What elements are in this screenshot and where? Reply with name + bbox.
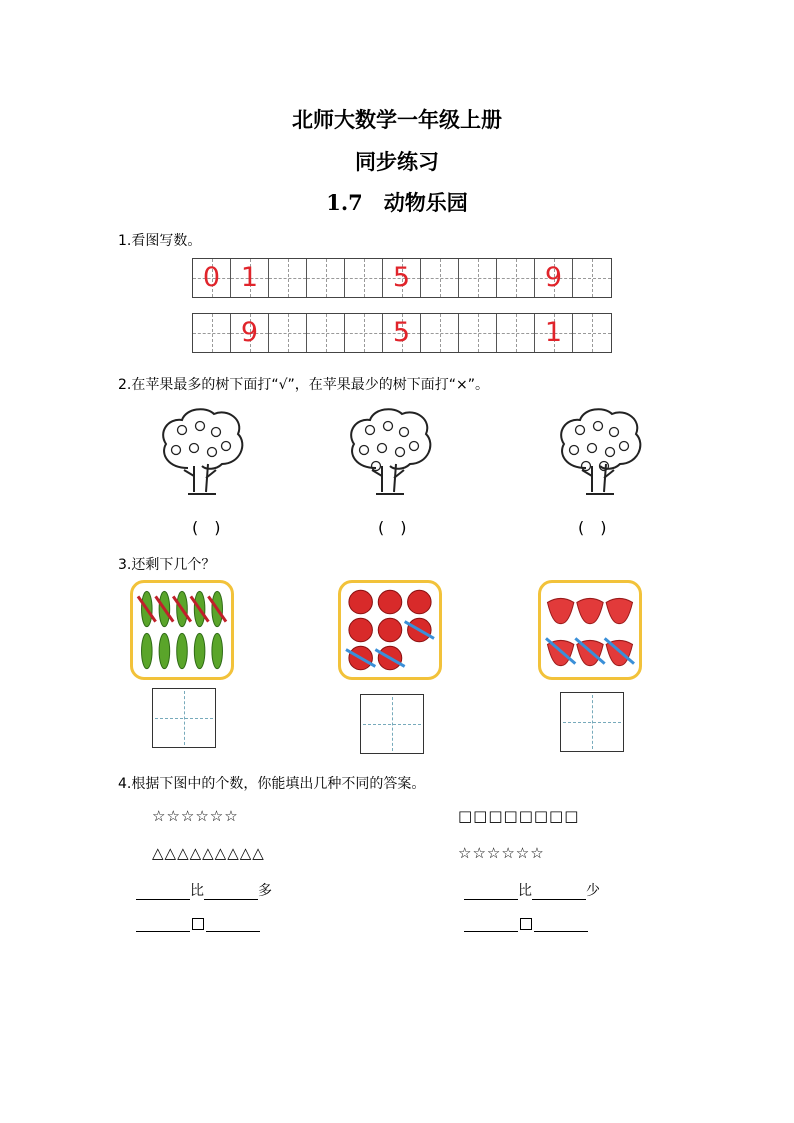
answer-blank[interactable] — [532, 885, 586, 900]
question-1-text: 1.看图写数。 — [118, 233, 202, 249]
grid-cell[interactable] — [345, 259, 383, 297]
answer-blank[interactable] — [464, 917, 518, 932]
given-digit: 5 — [392, 262, 411, 293]
grid-cell — [193, 259, 231, 297]
given-digit: 1 — [544, 317, 563, 348]
left-compare-line — [136, 880, 272, 900]
left-stars-row: ☆☆☆☆☆☆ — [152, 807, 239, 825]
grid-cell — [383, 259, 421, 297]
apple-mark — [582, 462, 591, 471]
apple-picture-frame — [338, 580, 442, 680]
answer-box[interactable] — [152, 688, 216, 748]
page-subtitle: 同步练习 — [355, 149, 439, 174]
answer-blank[interactable] — [136, 917, 190, 932]
grid-cell[interactable] — [421, 314, 459, 352]
compare-word: 比 — [190, 883, 204, 899]
grid-cell[interactable] — [421, 259, 459, 297]
answer-blank[interactable] — [464, 885, 518, 900]
apple-item — [349, 618, 373, 642]
grid-cell — [535, 314, 573, 352]
cucumber-item — [212, 633, 223, 668]
strawberry-item — [577, 598, 603, 623]
apple-mark — [594, 422, 603, 431]
grid-cell — [231, 314, 269, 352]
answer-parentheses[interactable]: ( ) — [378, 518, 407, 537]
answer-blank[interactable] — [136, 885, 190, 900]
apple-mark — [366, 426, 375, 435]
operator-box[interactable] — [192, 918, 204, 930]
apple-mark — [196, 422, 205, 431]
apple-item — [378, 590, 402, 614]
given-digit: 9 — [240, 317, 259, 348]
grid-cell[interactable] — [193, 314, 231, 352]
question-2-text: 2.在苹果最多的树下面打“√”，在苹果最少的树下面打“×”。 — [118, 377, 490, 393]
answer-blank[interactable] — [206, 917, 260, 932]
apple-mark — [576, 426, 585, 435]
grid-cell[interactable] — [269, 314, 307, 352]
right-stars-row: ☆☆☆☆☆☆ — [458, 844, 545, 862]
given-digit: 1 — [240, 262, 259, 293]
apple-mark — [172, 446, 181, 455]
answer-blank[interactable] — [534, 917, 588, 932]
grid-cell[interactable] — [345, 314, 383, 352]
lesson-title: 1.7 动物乐园 — [326, 190, 468, 215]
compare-end: 少 — [586, 883, 600, 899]
answer-blank[interactable] — [204, 885, 258, 900]
apple-item — [349, 590, 373, 614]
number-grid-row-2 — [192, 313, 612, 353]
answer-box[interactable] — [560, 692, 624, 752]
given-digit: 0 — [202, 262, 221, 293]
apple-item — [378, 618, 402, 642]
strawberry-item — [547, 598, 573, 623]
cucumber-item — [142, 633, 153, 668]
apple-mark — [400, 428, 409, 437]
strawberry-picture-frame — [538, 580, 642, 680]
given-digit: 9 — [544, 262, 563, 293]
apple-item — [408, 590, 432, 614]
grid-cell — [231, 259, 269, 297]
grid-cell[interactable] — [573, 259, 611, 297]
answer-box[interactable] — [360, 694, 424, 754]
apple-mark — [384, 422, 393, 431]
right-squares-row: □□□□□□□□ — [458, 807, 580, 825]
grid-cell[interactable] — [307, 314, 345, 352]
answer-parentheses[interactable]: ( ) — [578, 518, 607, 537]
apple-tree — [346, 406, 436, 498]
apple-tree — [556, 406, 646, 498]
grid-cell[interactable] — [459, 314, 497, 352]
apple-mark — [212, 428, 221, 437]
cucumber-item — [177, 633, 188, 668]
left-triangles-row: △△△△△△△△△ — [152, 844, 265, 862]
apple-mark — [372, 462, 381, 471]
grid-cell[interactable] — [307, 259, 345, 297]
right-compare-line — [464, 880, 600, 900]
apple-mark — [222, 442, 231, 451]
page-title: 北师大数学一年级上册 — [292, 107, 502, 132]
grid-cell[interactable] — [497, 259, 535, 297]
grid-cell — [383, 314, 421, 352]
question-3-text: 3.还剩下几个？ — [118, 557, 216, 573]
apple-mark — [360, 446, 369, 455]
right-equation-line — [464, 916, 588, 932]
apple-mark — [620, 442, 629, 451]
grid-cell[interactable] — [269, 259, 307, 297]
apple-mark — [588, 444, 597, 453]
apple-mark — [410, 442, 419, 451]
compare-word: 比 — [518, 883, 532, 899]
answer-parentheses[interactable]: ( ) — [192, 518, 221, 537]
left-equation-line — [136, 916, 260, 932]
operator-box[interactable] — [520, 918, 532, 930]
apple-mark — [208, 448, 217, 457]
apple-mark — [378, 444, 387, 453]
grid-cell[interactable] — [497, 314, 535, 352]
compare-end: 多 — [258, 883, 272, 899]
grid-cell[interactable] — [573, 314, 611, 352]
apple-tree — [158, 406, 248, 498]
cucumber-picture-frame — [130, 580, 234, 680]
apple-mark — [610, 428, 619, 437]
apple-mark — [178, 426, 187, 435]
question-4-text: 4.根据下图中的个数，你能填出几种不同的答案。 — [118, 776, 426, 792]
cucumber-item — [194, 633, 205, 668]
given-digit: 5 — [392, 317, 411, 348]
strawberry-item — [606, 598, 632, 623]
grid-cell — [535, 259, 573, 297]
number-grid-row-1 — [192, 258, 612, 298]
apple-mark — [396, 448, 405, 457]
apple-mark — [570, 446, 579, 455]
cucumber-item — [159, 633, 170, 668]
apple-mark — [606, 448, 615, 457]
apple-mark — [190, 444, 199, 453]
grid-cell[interactable] — [459, 259, 497, 297]
